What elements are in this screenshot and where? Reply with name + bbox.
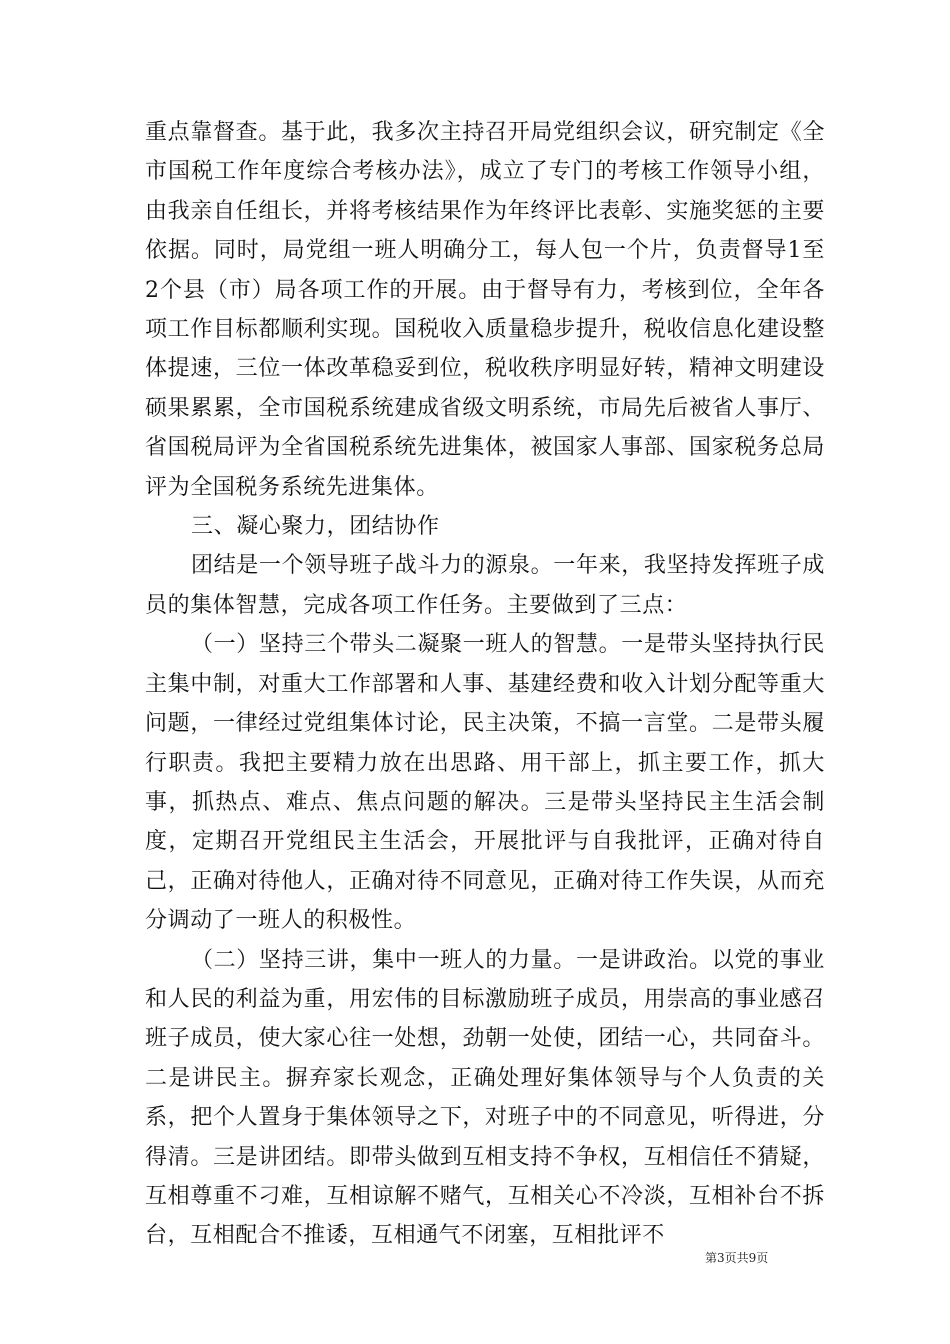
- paragraph-three-leads: （一）坚持三个带头二凝聚一班人的智慧。一是带头坚持执行民主集中制，对重大工作部署和人事、基建经费和收入计划分配等重大问题，一律经过党组集体讨论，民主决策，不搞一言堂。二是带头履行职责。我把主要精力放在出思路、用干部上，抓主要工作，抓大事，抓热点、难点、焦点问题的解决。三是带头坚持民主生活会制度，定期召开党组民主生活会，开展批评与自我批评，正确对待自己，正确对待他人，正确对待不同意见，正确对待工作失误，从而充分调动了一班人的积极性。: [145, 632, 825, 934]
- document-body: [145, 113, 825, 1256]
- page-number-footer: 第3页共9页: [705, 1251, 769, 1265]
- section-heading-unity: 三、凝心聚力，团结协作: [191, 514, 440, 540]
- paragraph-inspection: 重点靠督查。基于此，我多次主持召开局党组织会议，研究制定《全市国税工作年度综合考核办法》，成立了专门的考核工作领导小组，由我亲自任组长，并将考核结果作为年终评比表彰、实施奖惩的主要依据。同时，局党组一班人明确分工，每人包一个片，负责督导1至2个县（市）局各项工作的开展。由于督导有力，考核到位，全年各项工作目标都顺利实现。国税收入质量稳步提升，税收信息化建设整体提速，三位一体改革稳妥到位，税收秩序明显好转，精神文明建设硕果累累，全市国税系统建成省级文明系统，市局先后被省人事厅、省国税局评为全省国税系统先进集体，被国家人事部、国家税务总局评为全国税务系统先进集体。: [145, 120, 825, 500]
- paragraph-three-talks: （二）坚持三讲，集中一班人的力量。一是讲政治。以党的事业和人民的利益为重，用宏伟的目标激励班子成员，用崇高的事业感召班子成员，使大家心往一处想，劲朝一处使，团结一心，共同奋斗。二是讲民主。摒弃家长观念，正确处理好集体领导与个人负责的关系，把个人置身于集体领导之下，对班子中的不同意见，听得进，分得清。三是讲团结。即带头做到互相支持不争权，互相信任不猜疑，互相尊重不刁难，互相谅解不赌气，互相关心不冷淡，互相补台不拆台，互相配合不推诿，互相通气不闭塞，互相批评不: [145, 947, 825, 1249]
- paragraph-unity-intro: 团结是一个领导班子战斗力的源泉。一年来，我坚持发挥班子成员的集体智慧，完成各项工作任务。主要做到了三点：: [145, 553, 825, 618]
